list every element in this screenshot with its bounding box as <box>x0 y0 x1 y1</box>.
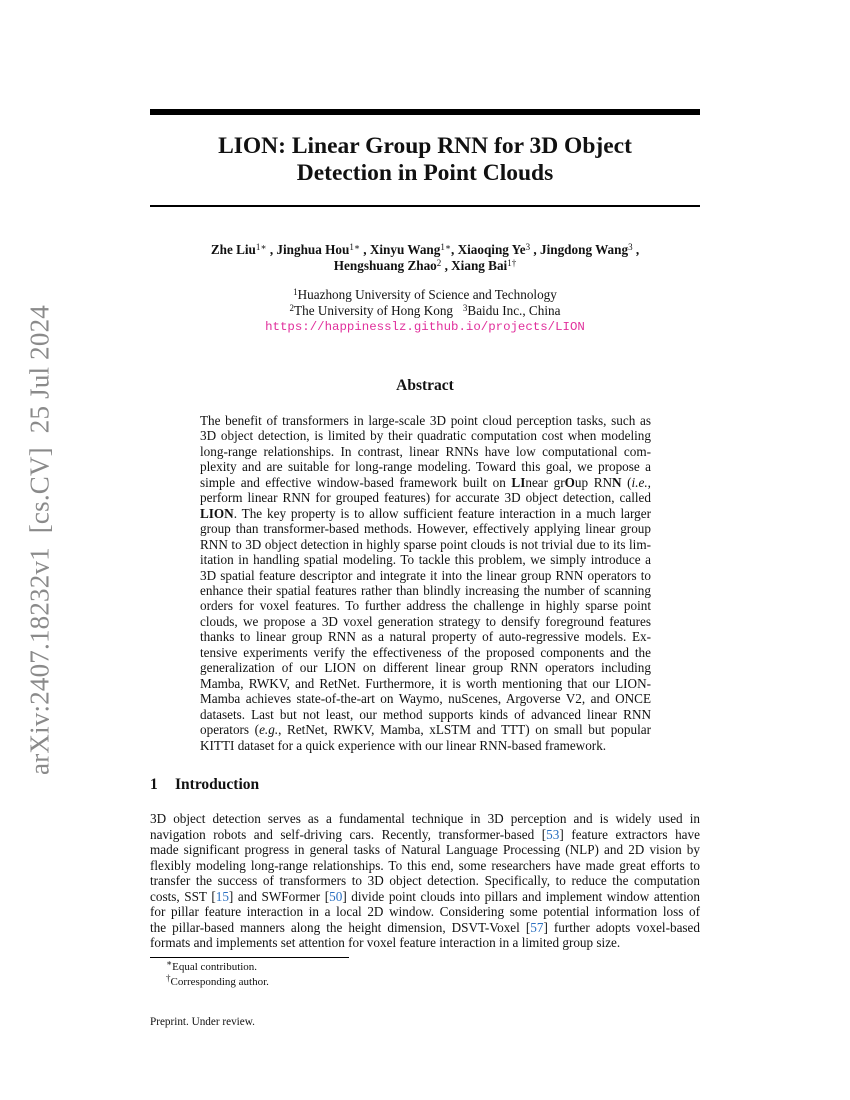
text: up RN <box>574 474 613 490</box>
body-line: navigation robots and self-driving cars. Recently, transformer-based [53] feature extractors have <box>150 826 700 842</box>
text: near gr <box>525 474 565 490</box>
abstract-line: datasets. Last but not least, our method supports kinds of advanced linear RNN <box>200 706 651 722</box>
footnote-mark: † <box>166 973 171 983</box>
abstract-line: orders for voxel features. To further address the challenge in highly sparse point <box>200 598 651 614</box>
section-number: 1 <box>150 776 158 793</box>
abstract-heading: Abstract <box>396 377 454 394</box>
author: Xinyu Wang <box>369 242 441 257</box>
abstract-line: 3D object detection, is limited by their quadratic computation cost when modeling <box>200 428 651 444</box>
text: navigation robots and self-driving cars. Recently, transformer-based <box>150 826 542 842</box>
citation-link[interactable]: 15 <box>215 888 229 904</box>
body-line: transfer the success of transformers to 3D object detection. Specifically, to reduce the computation <box>150 873 700 888</box>
footnote-mark: ∗ <box>166 958 173 968</box>
abstract-line: KITTI dataset for a quick experience with our linear RNN-based framework. <box>200 737 607 753</box>
abstract-line <box>200 722 651 737</box>
author-list: Zhe Liu$^{1∗}$ , Jinghua Hou$^{1∗}$ , Xinyu Wang$^{1∗}$, Xiaoqing Ye$^3$ , Jingdong Wang$^3$ , Hengshuang Zhao$^2$ , Xiang Bai$^{1\dagger}$ <box>210 242 640 273</box>
author-mark: 3 <box>525 242 531 252</box>
footnote-rule <box>150 957 349 958</box>
affiliation-1: Huazhong University of Science and Technology <box>297 287 557 302</box>
affil-mark: 3 <box>462 302 468 313</box>
citation-link[interactable]: 50 <box>329 888 343 904</box>
abstract-line: perform linear RNN for grouped features) for accurate 3D object detection, called <box>200 490 651 506</box>
title-line-1: LION: Linear Group RNN for 3D Object <box>218 133 632 159</box>
footnote-equal-contribution <box>166 960 269 975</box>
abstract-line: generalization of our LION on different linear group RNN operators including <box>200 660 651 676</box>
text: simple and effective window-based framework built on <box>200 474 512 490</box>
body-line: made significant progress in general tasks of Natural Language Processing (NLP) and 2D vision by <box>150 842 700 857</box>
body-line: costs, SST [15] and SWFormer [50] divide point clouds into pillars and implement window attention <box>150 888 700 904</box>
abstract-line <box>200 475 651 490</box>
body-line: for pillar feature interaction in a local 2D window. Considering some potential information loss of <box>150 904 700 919</box>
abstract-body <box>200 413 651 753</box>
affiliations <box>150 287 700 336</box>
text: further adopts voxel-based <box>547 919 701 935</box>
abstract-line: Mamba achieves state-of-the-art on Waymo, nuScenes, Argoverse V2, and ONCE <box>200 691 651 707</box>
abstract-line: The benefit of transformers in large-scale 3D point cloud perception tasks, such as <box>200 413 651 428</box>
affil-mark: 2 <box>289 302 295 313</box>
author-mark: 1∗ <box>440 242 451 252</box>
author: Jingdong Wang <box>540 242 629 257</box>
text: feature extractors have <box>563 826 700 842</box>
abstract-line: RNN to 3D object detection in highly sparse point clouds is not trivial due to its lim- <box>200 536 651 552</box>
abstract-line: Mamba, RWKV, and RetNet. Furthermore, it is worth mentioning that our LION- <box>200 675 651 691</box>
abstract-line: enhance their spatial features rather than blindly increasing the number of scanning <box>200 582 651 598</box>
introduction-body <box>150 811 700 951</box>
footnote-text: Corresponding author. <box>170 976 269 988</box>
title-top-rule <box>150 109 700 115</box>
author: Zhe Liu <box>210 242 256 257</box>
abstract-line: itation in handling spatial modeling. To tackle this problem, we simply introduce a <box>200 552 651 568</box>
author: Xiaoqing Ye <box>457 242 526 257</box>
section-title: Introduction <box>175 776 260 793</box>
citation-link[interactable]: 53 <box>546 826 560 842</box>
paper-title <box>150 133 700 187</box>
abstract-line: long-range relationships. In contrast, linear RNNs have low computational com- <box>200 443 651 459</box>
abstract-line: tensive experiments verify the effectiveness of the proposed components and the <box>200 644 651 660</box>
bold-text: LION <box>200 505 234 521</box>
text: the pillar-based manners along the height dimension, DSVT-Voxel <box>150 919 526 935</box>
abstract-line: clouds, we propose a 3D voxel generation strategy to densify foreground features <box>200 613 651 629</box>
author-mark: 1∗ <box>255 242 267 252</box>
author-mark: 1∗ <box>349 242 360 252</box>
author-mark: 1† <box>507 258 517 268</box>
author: Xiang Bai <box>451 258 508 273</box>
bold-text: N <box>612 474 622 490</box>
body-line: flexibly modeling long-range relationships. To this end, some researchers have made great efforts to <box>150 857 700 873</box>
abstract-line: plexity and are suitable for long-range modeling. Toward this goal, we propose a <box>200 459 651 475</box>
author: Jinghua Hou <box>276 242 350 257</box>
affiliation-2: The University of Hong Kong <box>294 302 454 318</box>
author: Hengshuang Zhao <box>333 258 437 273</box>
text: divide point clouds into pillars and implement window attention <box>346 888 700 904</box>
footnote-text: Equal contribution. <box>172 961 258 973</box>
title-bottom-rule <box>150 205 700 207</box>
text: and SWFormer <box>233 888 325 904</box>
body-line: 3D object detection serves as a fundamental technique in 3D perception and is widely used in <box>150 811 700 826</box>
footnote-corresponding-author <box>166 975 269 990</box>
text: costs, SST <box>150 888 212 904</box>
abstract-line: thanks to linear group RNN as a natural property of auto-regressive models. Ex- <box>200 629 651 645</box>
title-line-2: Detection in Point Clouds <box>296 160 554 186</box>
abstract-line: group than transformer-based methods. However, effectively applying linear group <box>200 521 651 537</box>
body-line: formats and implements set attention for voxel feature interaction in a limited group size. <box>150 935 621 950</box>
body-line: the pillar-based manners along the height dimension, DSVT-Voxel [57] further adopts voxel-based <box>150 919 701 935</box>
italic-text: e.g. <box>259 722 279 738</box>
author-mark: 3 <box>628 242 633 252</box>
text: , RetNet, RWKV, Mamba, xLSTM and TTT) on small but popular <box>278 722 651 738</box>
text: ( <box>621 474 632 490</box>
text: , <box>647 474 651 490</box>
section-heading-introduction <box>150 776 259 794</box>
bold-text: LI <box>511 474 526 490</box>
affiliation-3: Baidu Inc., China <box>467 302 561 318</box>
abstract-line <box>200 506 651 521</box>
preprint-notice: Preprint. Under review. <box>150 1016 255 1028</box>
arxiv-stamp: arXiv:2407.18232v1 [cs.CV] 25 Jul 2024 <box>24 305 55 775</box>
text: . The key property is to allow sufficient feature interaction in a much larger <box>233 505 651 521</box>
citation-link[interactable]: 57 <box>530 919 544 935</box>
abstract-line: 3D spatial feature descriptor and integrate it into the linear group RNN operators to <box>200 567 651 583</box>
affil-mark: 1 <box>293 287 298 297</box>
italic-text: i.e. <box>631 474 648 490</box>
author-mark: 2 <box>436 258 442 268</box>
bold-text: O <box>564 474 575 490</box>
footnotes <box>166 960 269 990</box>
project-url-link[interactable]: https://happinesslz.github.io/projects/LION <box>265 320 585 334</box>
text: operators ( <box>200 722 260 738</box>
